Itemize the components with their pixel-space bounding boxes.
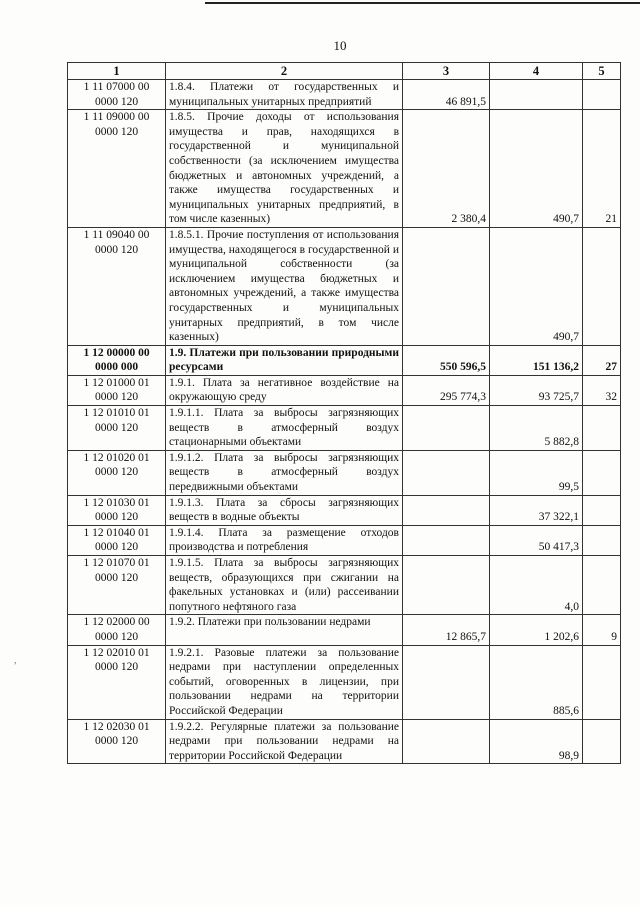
code-cell: 1 12 01070 01 0000 120 [68, 556, 166, 615]
value-col3-cell [403, 525, 490, 555]
value-col4-cell [490, 80, 583, 110]
name-cell: 1.8.5. Прочие доходы от использования имущества и прав, находящихся в государственной и муниципальной собственности (за исключением имущества бюджетных и автономных учреждений, а также имущества государственных и муниципальных унитарных предприятий, в том числе казенных) [166, 110, 403, 228]
code-cell: 1 11 09000 00 0000 120 [68, 110, 166, 228]
name-cell: 1.9.1.5. Плата за выбросы загрязняющих веществ, образующихся при сжигании на факельных установках и (или) рассеивании попутного нефтяного газа [166, 556, 403, 615]
value-col5-cell [583, 80, 621, 110]
value-col3-cell: 46 891,5 [403, 80, 490, 110]
value-col5-cell [583, 556, 621, 615]
name-cell: 1.9.1.3. Плата за сбросы загрязняющих веществ в водные объекты [166, 495, 403, 525]
value-col3-cell: 2 380,4 [403, 110, 490, 228]
margin-mark: , [14, 655, 17, 666]
table-row [68, 450, 621, 495]
code-cell: 1 11 07000 00 0000 120 [68, 80, 166, 110]
value-col4-cell: 490,7 [490, 227, 583, 345]
code-cell: 1 12 01040 01 0000 120 [68, 525, 166, 555]
value-col5-cell: 21 [583, 110, 621, 228]
code-cell: 1 12 00000 00 0000 000 [68, 345, 166, 375]
value-col4-cell: 5 882,8 [490, 406, 583, 451]
name-cell: 1.8.5.1. Прочие поступления от использования имущества, находящегося в государственной и муниципальной собственности (за исключением имущества бюджетных и автономных учреждений, а также имущества государственных и муниципальных унитарных предприятий, в том числе казенных) [166, 227, 403, 345]
code-cell: 1 12 01000 01 0000 120 [68, 375, 166, 405]
table-row [68, 375, 621, 405]
table-row [68, 227, 621, 345]
table-row [68, 495, 621, 525]
table-row [68, 406, 621, 451]
col-header-5: 5 [583, 63, 621, 80]
top-border-line [205, 2, 640, 4]
col-header-1: 1 [68, 63, 166, 80]
name-cell: 1.9.2. Платежи при пользовании недрами [166, 615, 403, 645]
value-col3-cell [403, 450, 490, 495]
name-cell: 1.9.1.4. Плата за размещение отходов производства и потребления [166, 525, 403, 555]
col-header-4: 4 [490, 63, 583, 80]
col-header-2: 2 [166, 63, 403, 80]
table-header-row [68, 63, 621, 80]
page-number: 10 [333, 38, 347, 53]
code-cell: 1 12 02030 01 0000 120 [68, 719, 166, 764]
value-col4-cell: 50 417,3 [490, 525, 583, 555]
table-row [68, 110, 621, 228]
table-row [68, 615, 621, 645]
value-col4-cell: 151 136,2 [490, 345, 583, 375]
value-col3-cell: 12 865,7 [403, 615, 490, 645]
value-col5-cell: 9 [583, 615, 621, 645]
value-col5-cell: 27 [583, 345, 621, 375]
value-col5-cell [583, 525, 621, 555]
code-cell: 1 12 01020 01 0000 120 [68, 450, 166, 495]
value-col3-cell [403, 495, 490, 525]
table-row [68, 80, 621, 110]
value-col4-cell: 93 725,7 [490, 375, 583, 405]
value-col4-cell: 885,6 [490, 645, 583, 719]
table-row [68, 345, 621, 375]
value-col3-cell [403, 406, 490, 451]
name-cell: 1.9. Платежи при пользовании природными ресурсами [166, 345, 403, 375]
value-col3-cell: 295 774,3 [403, 375, 490, 405]
table-row [68, 525, 621, 555]
code-cell: 1 12 02010 01 0000 120 [68, 645, 166, 719]
value-col5-cell [583, 495, 621, 525]
value-col4-cell: 490,7 [490, 110, 583, 228]
value-col5-cell [583, 406, 621, 451]
code-cell: 1 11 09040 00 0000 120 [68, 227, 166, 345]
name-cell: 1.8.4. Платежи от государственных и муниципальных унитарных предприятий [166, 80, 403, 110]
code-cell: 1 12 01010 01 0000 120 [68, 406, 166, 451]
value-col5-cell [583, 719, 621, 764]
name-cell: 1.9.1. Плата за негативное воздействие на окружающую среду [166, 375, 403, 405]
value-col4-cell: 99,5 [490, 450, 583, 495]
value-col4-cell: 98,9 [490, 719, 583, 764]
value-col5-cell [583, 227, 621, 345]
code-cell: 1 12 01030 01 0000 120 [68, 495, 166, 525]
name-cell: 1.9.2.1. Разовые платежи за пользование недрами при наступлении определенных событий, оговоренных в лицензии, при пользовании недрами на территории Российской Федерации [166, 645, 403, 719]
name-cell: 1.9.2.2. Регулярные платежи за пользование недрами при пользовании недрами на территории Российской Федерации [166, 719, 403, 764]
value-col5-cell [583, 645, 621, 719]
code-cell: 1 12 02000 00 0000 120 [68, 615, 166, 645]
value-col3-cell [403, 645, 490, 719]
value-col5-cell: 32 [583, 375, 621, 405]
value-col3-cell: 550 596,5 [403, 345, 490, 375]
name-cell: 1.9.1.1. Плата за выбросы загрязняющих веществ в атмосферный воздух стационарными объектами [166, 406, 403, 451]
name-cell: 1.9.1.2. Плата за выбросы загрязняющих веществ в атмосферный воздух передвижными объектами [166, 450, 403, 495]
value-col5-cell [583, 450, 621, 495]
value-col3-cell [403, 227, 490, 345]
table-row [68, 719, 621, 764]
budget-table [67, 62, 621, 764]
value-col3-cell [403, 556, 490, 615]
table-row [68, 556, 621, 615]
value-col4-cell: 37 322,1 [490, 495, 583, 525]
value-col4-cell: 4,0 [490, 556, 583, 615]
value-col4-cell: 1 202,6 [490, 615, 583, 645]
col-header-3: 3 [403, 63, 490, 80]
value-col3-cell [403, 719, 490, 764]
table-row [68, 645, 621, 719]
